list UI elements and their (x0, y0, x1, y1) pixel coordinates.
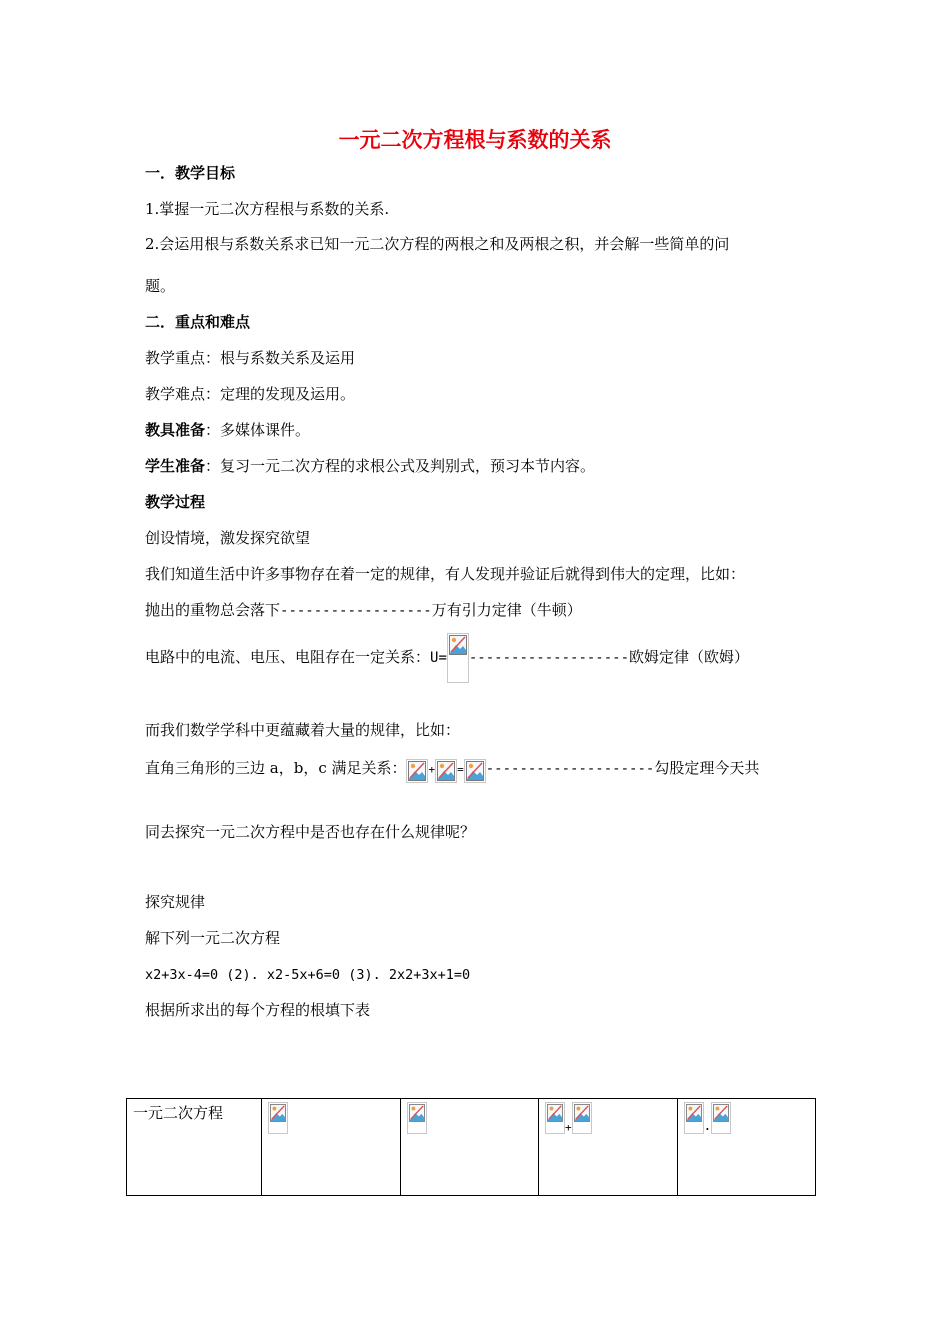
tools-text: ：多媒体课件。 (205, 421, 311, 439)
ohm-line (145, 632, 749, 683)
rules-intro: 我们知道生活中许多事物存在着一定的规律，有人发现并验证后就得到伟大的定理，比如： (145, 565, 746, 583)
gravity-law: 万有引力定律（牛顿） (431, 601, 582, 619)
difficulty: 教学难点：定理的发现及运用。 (145, 385, 356, 403)
pythagoras-law: 勾股定理今天共 (654, 759, 760, 777)
student-line (145, 456, 595, 476)
broken-image-icon (464, 759, 486, 783)
section-heading-process: 教学过程 (145, 493, 206, 511)
product-dot: . (703, 1119, 712, 1134)
broken-image-icon (406, 759, 428, 783)
table-cell-sum (539, 1099, 678, 1196)
table-col1-label: 一元二次方程 (133, 1104, 224, 1122)
student-text: ：复习一元二次方程的求根公式及判别式，预习本节内容。 (205, 457, 596, 475)
goal-2-line-1: 2.会运用根与系数关系求已知一元二次方程的两根之和及两根之积，并会解一些简单的问 (145, 235, 730, 253)
pythagoras-text: 直角三角形的三边 a，b，c 满足关系： (145, 759, 407, 777)
explore-heading: 探究规律 (145, 893, 206, 911)
broken-image-icon (545, 1102, 565, 1134)
broken-image-icon (572, 1102, 592, 1134)
section-heading-key-points: 二．重点和难点 (145, 313, 251, 331)
key-point: 教学重点：根与系数关系及运用 (145, 349, 356, 367)
math-intro: 而我们数学学科中更蕴藏着大量的规律，比如： (145, 721, 461, 739)
ohm-law: 欧姆定律（欧姆） (629, 648, 750, 666)
equations-line: x2+3x-4=0 (2). x2-5x+6=0 (3). 2x2+3x+1=0 (145, 967, 471, 983)
solve-instruction: 解下列一元二次方程 (145, 929, 281, 947)
broken-image-icon (268, 1102, 288, 1134)
broken-image-icon (447, 633, 469, 683)
fill-table-instruction: 根据所求出的每个方程的根填下表 (145, 1001, 371, 1019)
sum-plus-sign: + (565, 1121, 572, 1134)
scene-line: 创设情境，激发探究欲望 (145, 529, 311, 547)
equals-sign: = (457, 763, 464, 776)
broken-image-icon (684, 1102, 704, 1134)
table-cell-x2 (400, 1099, 539, 1196)
table-cell-equation (127, 1099, 262, 1196)
broken-image-icon (435, 759, 457, 783)
gravity-line (145, 600, 582, 621)
tools-label: 教具准备 (145, 421, 206, 439)
ohm-u: U= (430, 650, 447, 666)
gravity-text: 抛出的重物总会落下 (145, 601, 281, 619)
plus-sign: + (428, 763, 436, 776)
tools-line (145, 420, 310, 440)
table-cell-product (677, 1099, 816, 1196)
gravity-dashes: ------------------ (280, 603, 432, 619)
ohm-dashes: ------------------- (468, 650, 630, 666)
explore-question: 同去探究一元二次方程中是否也存在什么规律呢？ (145, 823, 476, 841)
broken-image-icon (407, 1102, 427, 1134)
pythagoras-line (145, 755, 759, 783)
broken-image-icon (711, 1102, 731, 1134)
ohm-text: 电路中的电流、电压、电阻存在一定关系： (145, 648, 431, 666)
table-row (127, 1099, 816, 1196)
goal-2-line-2: 题。 (145, 277, 176, 295)
pythagoras-dashes: -------------------- (485, 761, 655, 777)
page-title: 一元二次方程根与系数的关系 (338, 128, 612, 152)
goal-1: 1.掌握一元二次方程根与系数的关系. (145, 200, 390, 218)
table-cell-x1 (262, 1099, 401, 1196)
student-label: 学生准备 (145, 457, 206, 475)
section-heading-goals: 一．教学目标 (145, 164, 236, 182)
roots-table (126, 1098, 816, 1196)
